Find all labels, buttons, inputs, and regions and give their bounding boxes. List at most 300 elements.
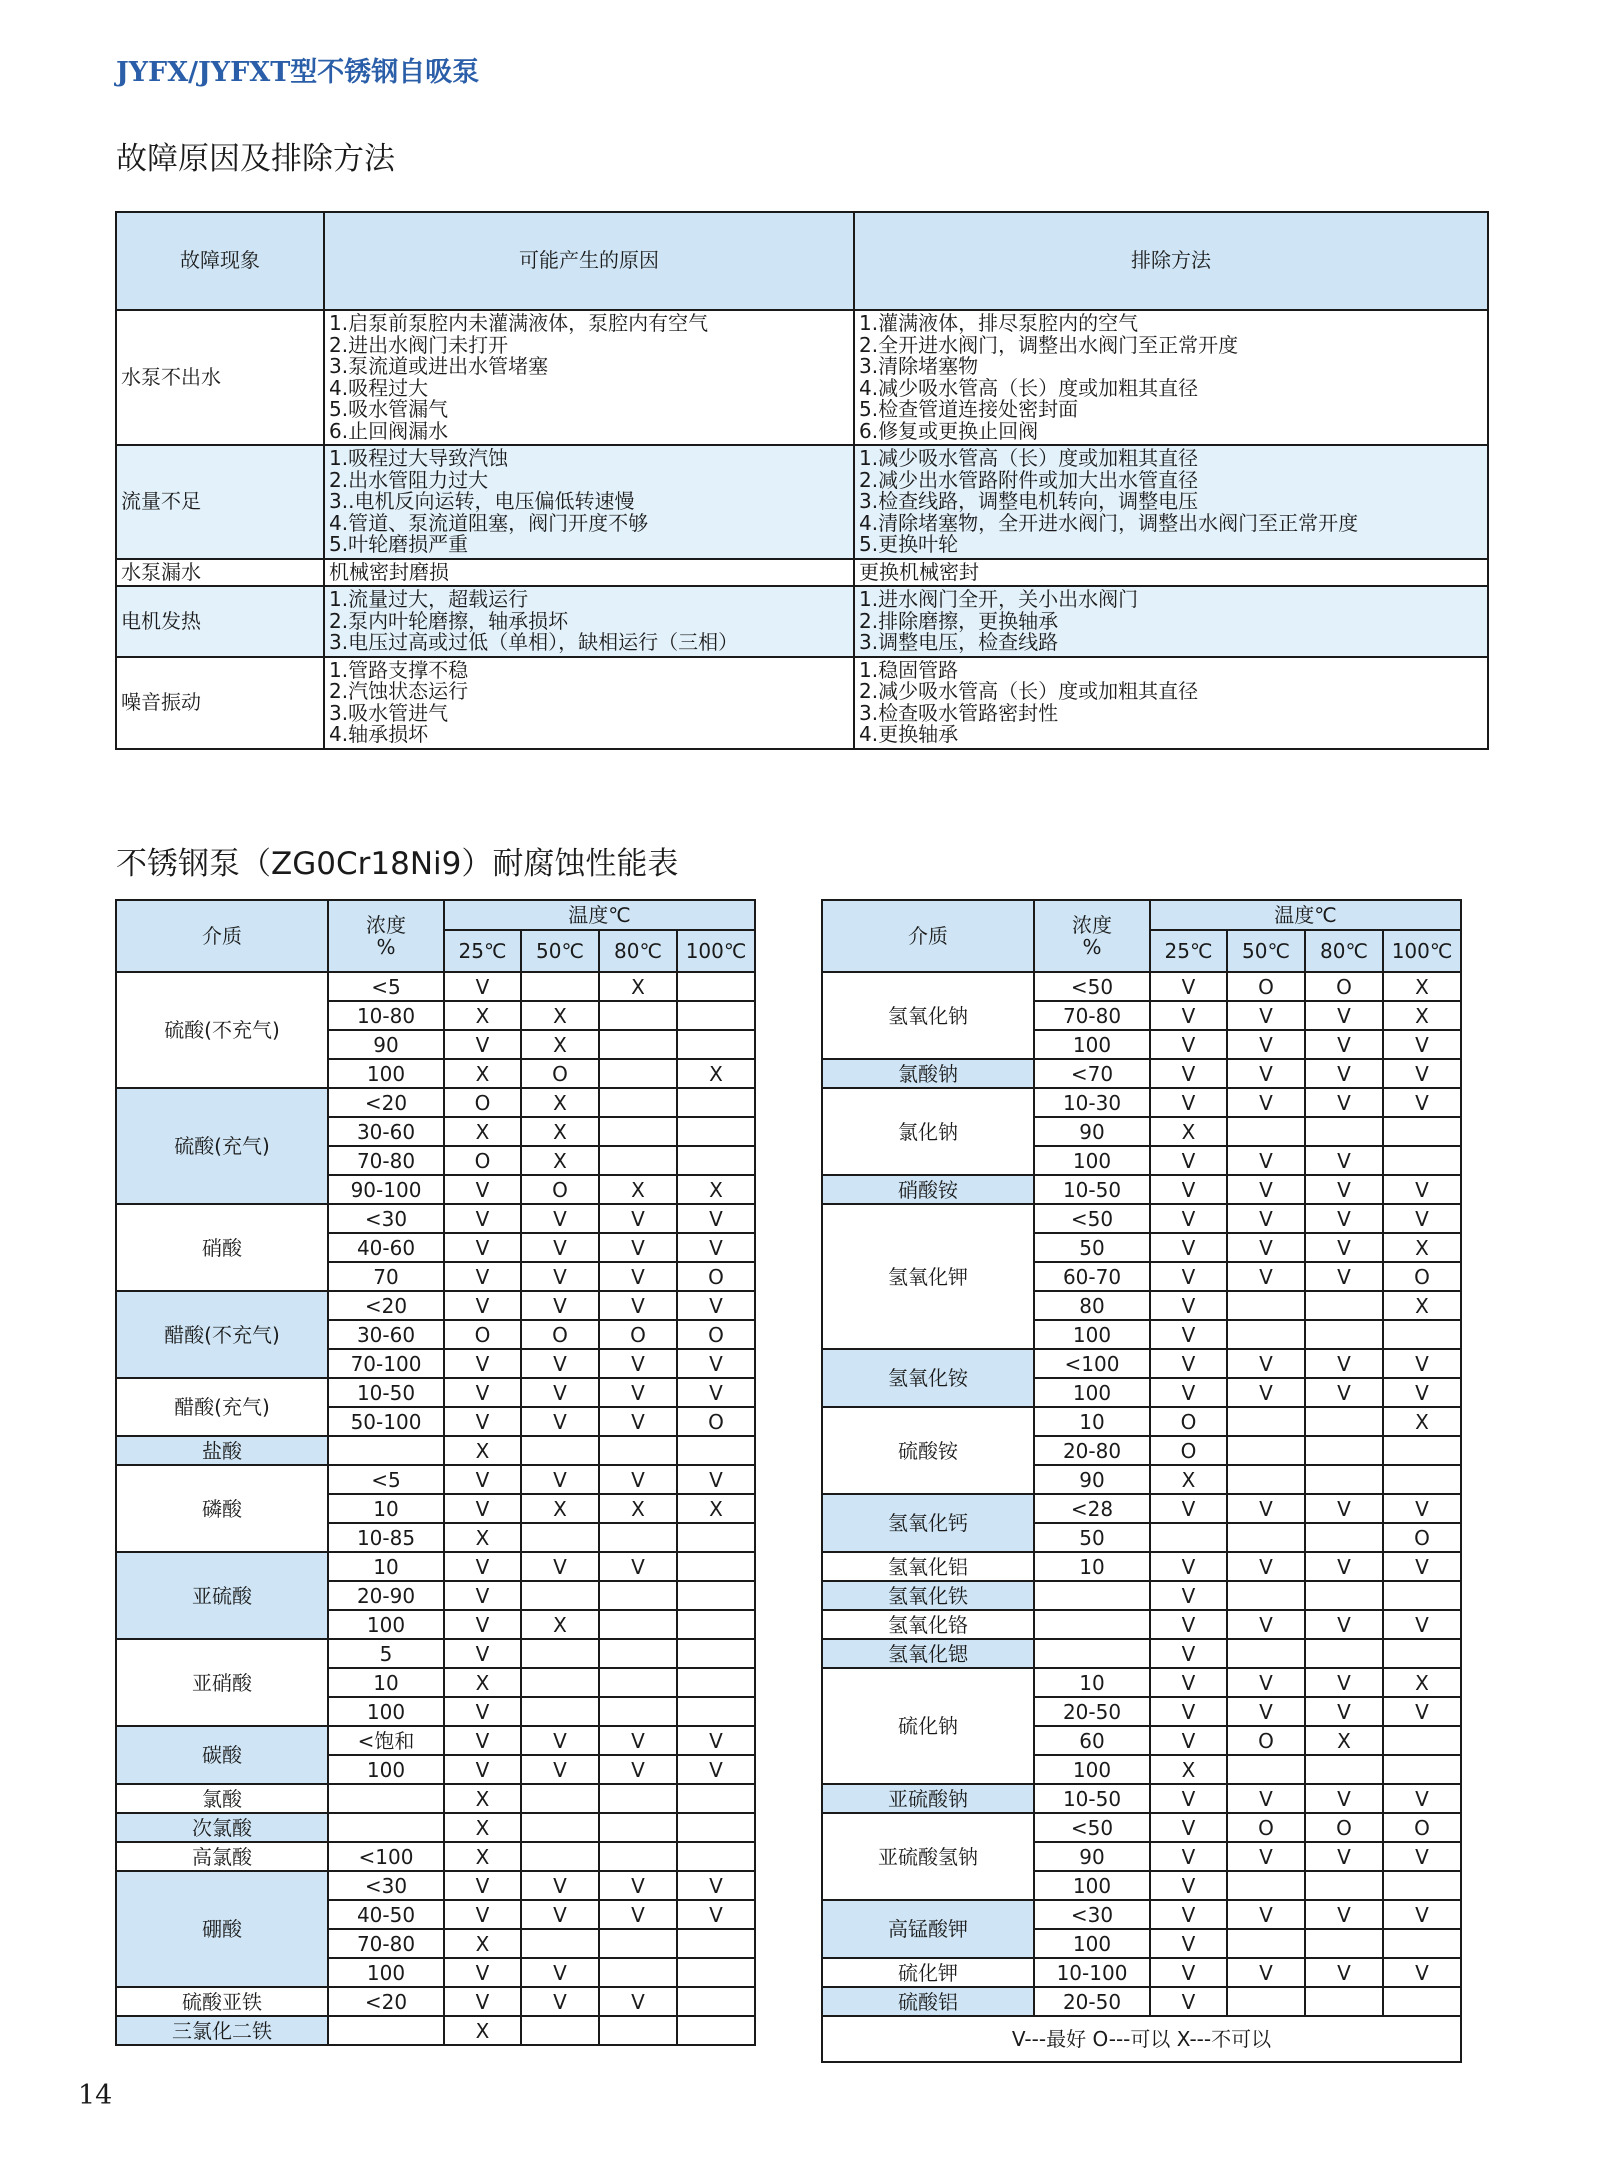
rating-cell: X [521,1610,599,1639]
fault-row [116,559,1488,587]
rating-cell [677,1001,755,1030]
concentration-cell: 100 [1034,1146,1150,1175]
concentration-cell: 70-80 [328,1929,444,1958]
medium-name: 氢氧化铬 [822,1610,1034,1639]
header-medium: 介质 [822,900,1034,972]
rating-cell: V [1150,1987,1227,2016]
medium-name: 硫酸铵 [822,1407,1034,1494]
rating-cell: V [1227,1088,1305,1117]
concentration-cell: <100 [1034,1349,1150,1378]
concentration-cell: <30 [328,1871,444,1900]
rating-cell: V [1383,1610,1461,1639]
rating-cell: V [1150,1146,1227,1175]
concentration-cell [328,1784,444,1813]
rating-cell: V [599,1262,677,1291]
rating-cell: X [599,972,677,1001]
corrosion-row [822,1581,1461,1610]
rating-cell: V [1305,1001,1383,1030]
rating-cell: X [521,1030,599,1059]
remedy-line: 2.减少吸水管高（长）度或加粗其直径 [859,679,1199,703]
remedy-line: 3.检查吸水管路密封性 [859,700,1059,725]
rating-cell: O [521,1320,599,1349]
corrosion-row [116,1436,755,1465]
medium-name: 亚硝酸 [116,1639,328,1726]
cause-line: 2.出水管阻力过大 [329,467,489,492]
corrosion-row [116,1465,755,1494]
rating-cell: V [1227,1349,1305,1378]
cause-line: 2.汽蚀状态运行 [329,679,469,703]
header-temp-25: 25℃ [1150,930,1227,972]
concentration-cell [328,1813,444,1842]
remedy-line: 更换机械密封 [859,559,979,584]
medium-name: 醋酸(充气) [116,1378,328,1436]
cause-line: 3..电机反向运转，电压偏低转速慢 [329,489,635,513]
rating-cell: O [444,1320,521,1349]
section-title-corrosion: 不锈钢泵（ZG0Cr18Ni9）耐腐蚀性能表 [116,846,679,882]
cause-line: 机械密封磨损 [329,559,449,584]
rating-cell: V [1227,1175,1305,1204]
concentration-cell: 70-80 [1034,1001,1150,1030]
concentration-cell: 100 [328,1059,444,1088]
fault-table [115,211,1489,750]
rating-cell: V [1150,1813,1227,1842]
rating-cell [1227,1581,1305,1610]
rating-cell: O [521,1059,599,1088]
rating-cell: X [444,1668,521,1697]
rating-cell: V [677,1233,755,1262]
corrosion-row [822,1088,1461,1117]
rating-cell: V [1383,1175,1461,1204]
cause-line: 1.吸程过大导致汽蚀 [329,446,509,470]
rating-cell: V [1150,1378,1227,1407]
rating-cell: V [444,1262,521,1291]
rating-cell: V [1227,1958,1305,1987]
rating-cell [1227,1987,1305,2016]
corrosion-row [116,1987,755,2016]
rating-cell [1305,1871,1383,1900]
rating-cell: V [444,1030,521,1059]
rating-cell: V [1383,1784,1461,1813]
rating-cell: V [444,1697,521,1726]
rating-cell [521,1668,599,1697]
rating-cell: V [677,1291,755,1320]
rating-cell [677,1610,755,1639]
rating-cell: V [1227,1610,1305,1639]
rating-cell [1227,1117,1305,1146]
fault-symptom: 水泵漏水 [116,559,324,587]
rating-cell [677,1813,755,1842]
rating-cell [1383,1320,1461,1349]
corrosion-row [116,1842,755,1871]
rating-cell: V [1150,1030,1227,1059]
remedy-line: 4.更换轴承 [859,722,959,746]
rating-cell: O [1227,1726,1305,1755]
rating-cell: V [677,1465,755,1494]
medium-name: 次氯酸 [116,1813,328,1842]
rating-cell: V [1305,1262,1383,1291]
rating-cell: V [444,1871,521,1900]
rating-cell: V [1305,1958,1383,1987]
corrosion-row [822,972,1461,1001]
medium-name: 氢氧化钾 [822,1204,1034,1349]
concentration-cell: 10 [1034,1552,1150,1581]
rating-cell: V [1150,1001,1227,1030]
rating-cell [599,1697,677,1726]
rating-cell: X [1150,1117,1227,1146]
rating-cell [1383,1871,1461,1900]
corrosion-row [116,2016,755,2045]
corrosion-row [822,1987,1461,2016]
rating-cell: X [444,1784,521,1813]
rating-cell: V [521,1726,599,1755]
rating-cell: X [677,1494,755,1523]
concentration-cell: 10 [1034,1668,1150,1697]
rating-cell [1227,1639,1305,1668]
fault-causes [324,586,854,657]
rating-cell: V [444,1958,521,1987]
rating-cell: V [521,1291,599,1320]
cause-line: 1.流量过大，超载运行 [329,587,529,611]
corrosion-row [822,1958,1461,1987]
header-medium: 介质 [116,900,328,972]
corrosion-table-left [115,899,756,2046]
rating-cell [1227,1871,1305,1900]
rating-cell: V [1305,1494,1383,1523]
rating-cell [599,1784,677,1813]
rating-cell: V [1150,1958,1227,1987]
medium-name: 碳酸 [116,1726,328,1784]
fault-row [116,310,1488,445]
rating-cell [1150,1523,1227,1552]
rating-cell [599,1146,677,1175]
cause-line: 5.叶轮磨损严重 [329,532,469,556]
header-temp-50: 50℃ [1227,930,1305,972]
header-symptom: 故障现象 [116,212,324,310]
rating-cell: V [1150,1349,1227,1378]
concentration-cell: <30 [1034,1900,1150,1929]
medium-name: 氢氧化铵 [822,1349,1034,1407]
rating-cell: O [677,1262,755,1291]
remedy-line: 1.减少吸水管高（长）度或加粗其直径 [859,446,1199,470]
medium-name: 醋酸(不充气) [116,1291,328,1378]
rating-cell: V [444,1407,521,1436]
concentration-cell: 100 [328,1697,444,1726]
concentration-cell: 10 [328,1552,444,1581]
rating-cell: V [677,1755,755,1784]
rating-cell: V [599,1987,677,2016]
fault-causes [324,657,854,749]
rating-cell: O [1305,1813,1383,1842]
concentration-cell: 70-100 [328,1349,444,1378]
medium-name: 硫酸亚铁 [116,1987,328,2016]
header-concentration: 浓度 % [1034,900,1150,972]
rating-cell: V [444,1465,521,1494]
rating-cell [521,1639,599,1668]
rating-cell: O [677,1407,755,1436]
rating-cell: V [599,1552,677,1581]
corrosion-row [116,1552,755,1581]
concentration-cell: 40-60 [328,1233,444,1262]
concentration-cell: 10-30 [1034,1088,1150,1117]
remedy-line: 2.减少出水管路附件或加大出水管直径 [859,467,1199,492]
rating-cell: O [521,1175,599,1204]
corrosion-table-right [821,899,1462,2063]
concentration-cell: 100 [1034,1871,1150,1900]
rating-cell [677,1117,755,1146]
rating-cell: V [1383,1088,1461,1117]
fault-remedies [854,310,1488,445]
concentration-cell: 20-80 [1034,1436,1150,1465]
corrosion-row [116,1871,755,1900]
rating-cell [677,1030,755,1059]
rating-cell [677,1929,755,1958]
corrosion-row [116,1813,755,1842]
rating-cell: V [1150,1639,1227,1668]
concentration-cell: 100 [1034,1030,1150,1059]
rating-cell: V [1150,1900,1227,1929]
rating-cell [1305,1929,1383,1958]
rating-cell: V [1150,1204,1227,1233]
rating-cell: X [444,2016,521,2045]
medium-name: 硫化钾 [822,1958,1034,1987]
rating-cell: V [1150,1610,1227,1639]
rating-cell: V [444,1204,521,1233]
header-temp-80: 80℃ [599,930,677,972]
remedy-line: 3.检查线路，调整电机转向，调整电压 [859,489,1199,513]
rating-cell [599,2016,677,2045]
rating-cell [1305,1465,1383,1494]
concentration-cell: 10-50 [328,1378,444,1407]
concentration-cell: 100 [328,1610,444,1639]
rating-cell: V [1150,1871,1227,1900]
rating-cell: V [677,1726,755,1755]
rating-cell: X [521,1088,599,1117]
rating-cell: X [1383,1001,1461,1030]
rating-cell: O [444,1146,521,1175]
concentration-cell: 60-70 [1034,1262,1150,1291]
rating-cell: X [1305,1726,1383,1755]
rating-cell [1227,1320,1305,1349]
concentration-cell: 30-60 [328,1320,444,1349]
rating-cell: V [521,1349,599,1378]
rating-cell: O [1383,1813,1461,1842]
rating-cell: V [1150,1320,1227,1349]
concentration-cell [1034,1639,1150,1668]
rating-cell: V [444,1378,521,1407]
rating-cell: V [1305,1175,1383,1204]
rating-cell: V [1150,1929,1227,1958]
rating-cell: V [1305,1610,1383,1639]
rating-cell [521,1523,599,1552]
rating-cell: O [1150,1407,1227,1436]
rating-cell: V [1383,1552,1461,1581]
rating-cell [599,1842,677,1871]
concentration-cell: 90-100 [328,1175,444,1204]
rating-cell: V [599,1465,677,1494]
rating-cell: V [677,1349,755,1378]
section-title-fault: 故障原因及排除方法 [116,141,395,177]
rating-cell [1383,1639,1461,1668]
corrosion-row [822,1610,1461,1639]
rating-cell [521,1929,599,1958]
concentration-cell: 10-50 [1034,1784,1150,1813]
rating-cell: V [444,1233,521,1262]
rating-cell: V [444,1987,521,2016]
rating-cell: V [444,1755,521,1784]
rating-cell [1305,1436,1383,1465]
rating-cell: X [599,1175,677,1204]
corrosion-row [116,1291,755,1320]
rating-cell: X [521,1001,599,1030]
rating-cell [599,1117,677,1146]
medium-name: 硫酸(不充气) [116,972,328,1088]
rating-cell: V [521,1407,599,1436]
corrosion-row [822,1204,1461,1233]
rating-cell: V [1383,1349,1461,1378]
rating-cell: V [1383,1958,1461,1987]
rating-cell: V [1305,1378,1383,1407]
remedy-line: 6.修复或更换止回阀 [859,418,1039,443]
rating-cell: V [1227,1900,1305,1929]
rating-cell: V [1150,1697,1227,1726]
cause-line: 5.吸水管漏气 [329,397,449,421]
rating-cell [677,1668,755,1697]
rating-cell: V [1305,1059,1383,1088]
rating-cell [1383,1436,1461,1465]
fault-causes [324,559,854,587]
medium-name: 氢氧化铝 [822,1552,1034,1581]
concentration-cell: 50 [1034,1523,1150,1552]
rating-cell [599,1610,677,1639]
rating-cell: V [521,1204,599,1233]
rating-cell [1383,1465,1461,1494]
rating-cell: V [1150,1842,1227,1871]
concentration-cell: 90 [1034,1465,1150,1494]
rating-cell: V [521,1233,599,1262]
cause-line: 1.启泵前泵腔内未灌满液体，泵腔内有空气 [329,311,709,335]
fault-remedies [854,586,1488,657]
rating-cell: X [444,1001,521,1030]
rating-cell [521,1436,599,1465]
rating-cell: V [1383,1900,1461,1929]
cause-line: 2.泵内叶轮磨擦，轴承损坏 [329,608,569,633]
remedy-line: 2.全开进水阀门，调整出水阀门至正常开度 [859,332,1239,357]
rating-cell: X [444,1523,521,1552]
concentration-cell: 90 [1034,1842,1150,1871]
rating-cell [599,1001,677,1030]
rating-cell: V [1305,1349,1383,1378]
rating-cell: V [521,1552,599,1581]
concentration-cell: <50 [1034,1204,1150,1233]
concentration-cell: 90 [328,1030,444,1059]
rating-cell: X [521,1117,599,1146]
rating-cell: V [1383,1842,1461,1871]
rating-cell: X [677,1059,755,1088]
rating-cell: X [444,1813,521,1842]
rating-cell: V [599,1378,677,1407]
rating-cell: V [521,1958,599,1987]
fault-row [116,657,1488,749]
medium-name: 氯酸 [116,1784,328,1813]
rating-cell [599,1813,677,1842]
remedy-line: 5.更换叶轮 [859,532,959,556]
rating-cell: V [1150,1088,1227,1117]
concentration-cell: 100 [328,1958,444,1987]
concentration-cell: <5 [328,972,444,1001]
rating-cell [677,1784,755,1813]
rating-cell: X [444,1436,521,1465]
concentration-cell: 5 [328,1639,444,1668]
rating-cell: X [444,1059,521,1088]
rating-cell: V [521,1465,599,1494]
rating-cell [1227,1523,1305,1552]
rating-cell: V [1305,1784,1383,1813]
concentration-cell: 10 [328,1668,444,1697]
fault-table-header [116,212,1488,310]
rating-cell [521,1813,599,1842]
rating-cell: V [1383,1494,1461,1523]
corrosion-row [116,1726,755,1755]
fault-remedies [854,559,1488,587]
rating-cell: V [1383,1378,1461,1407]
concentration-cell: <饱和 [328,1726,444,1755]
rating-cell [677,1581,755,1610]
fault-row [116,586,1488,657]
concentration-cell: 100 [1034,1378,1150,1407]
rating-cell: X [1383,1407,1461,1436]
rating-cell: V [677,1378,755,1407]
corrosion-row [822,1668,1461,1697]
rating-cell: V [599,1233,677,1262]
rating-cell: V [1150,1059,1227,1088]
rating-cell: X [444,1117,521,1146]
rating-cell: V [599,1204,677,1233]
medium-name: 氢氧化锶 [822,1639,1034,1668]
rating-cell: V [1227,1233,1305,1262]
rating-cell [1305,1987,1383,2016]
corrosion-row [116,1204,755,1233]
concentration-cell: 70 [328,1262,444,1291]
remedy-line: 2.排除磨擦，更换轴承 [859,608,1059,633]
rating-cell: X [677,1175,755,1204]
corrosion-row [822,1407,1461,1436]
medium-name: 硫酸(充气) [116,1088,328,1204]
rating-cell: V [1150,1668,1227,1697]
concentration-cell: 10-80 [328,1001,444,1030]
rating-cell: V [1227,1842,1305,1871]
rating-cell: V [444,1900,521,1929]
rating-cell: V [1383,1030,1461,1059]
rating-cell: V [1150,1494,1227,1523]
medium-name: 硝酸 [116,1204,328,1291]
fault-symptom: 电机发热 [116,586,324,657]
concentration-cell: 70-80 [328,1146,444,1175]
corrosion-row [116,1639,755,1668]
concentration-cell: <70 [1034,1059,1150,1088]
medium-name: 三氯化二铁 [116,2016,328,2045]
rating-cell: V [1305,1204,1383,1233]
rating-cell: V [1227,1204,1305,1233]
medium-name: 盐酸 [116,1436,328,1465]
rating-cell: V [599,1726,677,1755]
rating-cell [1305,1755,1383,1784]
rating-cell: V [1305,1088,1383,1117]
rating-cell: V [1305,1146,1383,1175]
rating-cell: X [444,1929,521,1958]
rating-cell: V [1150,1262,1227,1291]
cause-line: 3.吸水管进气 [329,700,449,725]
rating-cell [1227,1929,1305,1958]
